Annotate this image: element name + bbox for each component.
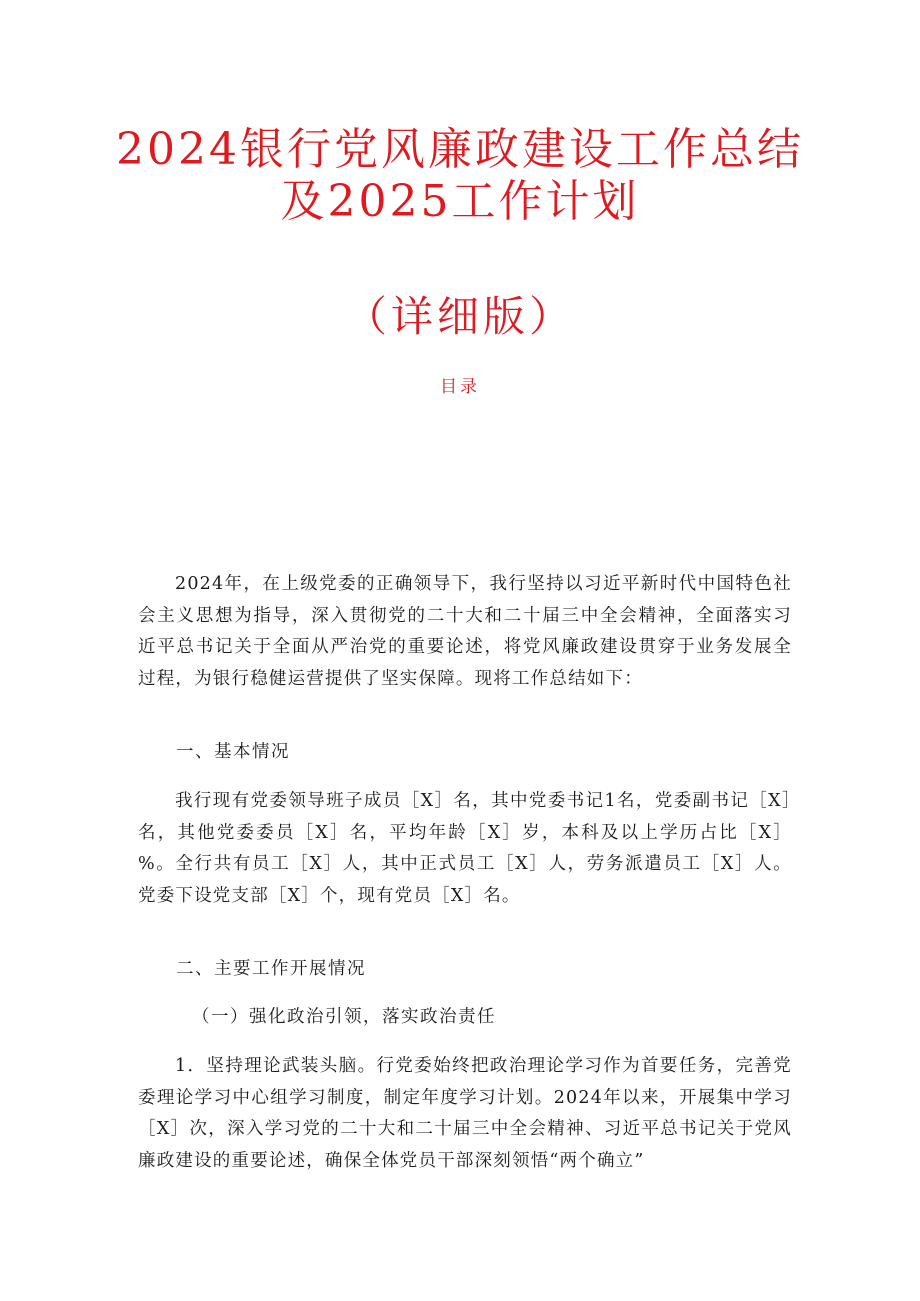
section-heading-main-work: 二、主要工作开展情况 [176, 959, 366, 979]
table-of-contents-link[interactable]: 目录 [440, 377, 480, 397]
document-title-line-1: 2024银行党风廉政建设工作总结 [116, 124, 804, 175]
basic-situation-paragraph: 我行现有党委领导班子成员［X］名，其中党委书记1名，党委副书记［X］名，其他党委委员［X］名，平均年龄［X］岁，本科及以上学历占比［X］%。全行共有员工［X］人，其中正式员工［X］人，劳务派遣员工［X］人。党委下设党支部［X］个，现有党员［X］名。 [138, 791, 792, 906]
document-subtitle: （详细版） [344, 292, 575, 341]
intro-paragraph: 2024年，在上级党委的正确领导下，我行坚持以习近平新时代中国特色社会主义思想为指导，深入贯彻党的二十大和二十届三中全会精神，全面落实习近平总书记关于全面从严治党的重要论述，将党风廉政建设贯穿于业务发展全过程，为银行稳健运营提供了坚实保障。现将工作总结如下： [138, 574, 792, 689]
document-title-line-2: 及2025工作计划 [280, 176, 640, 227]
subsection-heading-political-leadership: （一）强化政治引领，落实政治责任 [192, 1007, 496, 1027]
item-1-paragraph: 1．坚持理论武装头脑。行党委始终把政治理论学习作为首要任务，完善党委理论学习中心组学习制度，制定年度学习计划。2024年以来，开展集中学习［X］次，深入学习党的二十大和二十届三中全会精神、习近平总书记关于党风廉政建设的重要论述，确保全体党员干部深刻领悟“两个确立” [138, 1056, 792, 1171]
section-heading-basic-situation: 一、基本情况 [176, 742, 290, 762]
